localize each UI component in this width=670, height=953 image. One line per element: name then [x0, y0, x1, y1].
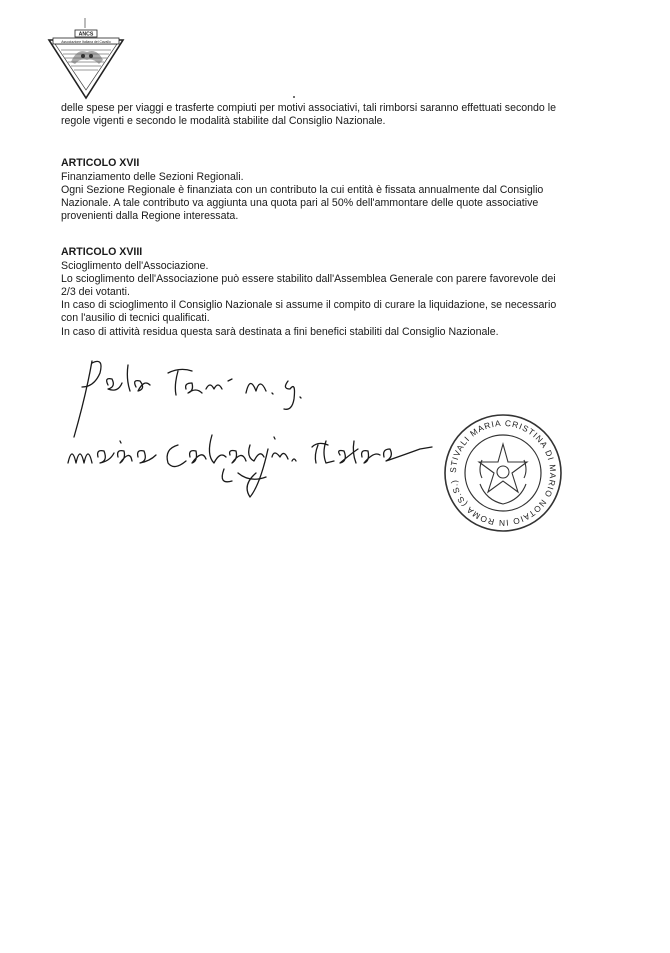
article-17-line-1: Ogni Sezione Regionale è finanziata con un contributo la cui entità è fissata annualmente dal Consiglio	[61, 183, 544, 196]
article-18-line-5: In caso di attività residua questa sarà destinata a fini benefici stabiliti dal Consiglio Nazionale.	[61, 325, 499, 338]
logo-text-top: ANCS	[78, 31, 94, 38]
spacer	[61, 128, 601, 157]
handwritten-signatures	[60, 345, 460, 515]
intro-line-2: regole vigenti e secondo le modalità stabilite dal Consiglio Nazionale.	[61, 115, 386, 128]
article-17-title: ARTICOLO XVII	[61, 157, 140, 170]
article-18-subtitle: Scioglimento dell'Associazione.	[61, 259, 209, 272]
stray-mark	[293, 96, 295, 98]
signature-2-text: Maria Cristina Stivali notaio	[60, 514, 73, 515]
association-logo	[47, 18, 125, 100]
article-17-subtitle: Finanziamento delle Sezioni Regionali.	[61, 170, 244, 183]
spacer	[61, 223, 601, 246]
seal-text: STIVALI MARIA CRISTINA DI MARIO NOTAIO IN ROMA (S.S.)	[447, 417, 559, 529]
logo-text	[47, 18, 125, 100]
document-body	[61, 102, 601, 339]
signature-2	[68, 435, 432, 497]
article-18-line-4: con l'ausilio di tecnici qualificati.	[61, 312, 210, 325]
article-18-line-2: 2/3 dei votanti.	[61, 286, 130, 299]
logo-text-bottom: Associazione Italiana del Cavallo	[61, 39, 111, 44]
article-18-line-3: In caso di scioglimento il Consiglio Nazionale si assume il compito di curare la liquidazione, se necessario	[61, 299, 557, 312]
signature-1-text: Paolo Tosi M.g.	[60, 513, 67, 514]
notary-seal-icon	[442, 412, 564, 534]
article-18-line-1: Lo scioglimento dell'Associazione può essere stabilito dall'Assemblea Generale con parere favorevole dei	[61, 272, 556, 285]
article-17-line-2: Nazionale. A tale contributo va aggiunta una quota pari al 50% dell'ammontare delle quote associative	[61, 197, 539, 210]
article-18-title: ARTICOLO XVIII	[61, 246, 143, 259]
signature-1	[74, 361, 301, 437]
article-17-line-3: provenienti dalla Regione interessata.	[61, 210, 239, 223]
intro-line-1: delle spese per viaggi e trasferte compiuti per motivi associativi, tali rimborsi saranno effettuati secondo le	[61, 102, 557, 114]
